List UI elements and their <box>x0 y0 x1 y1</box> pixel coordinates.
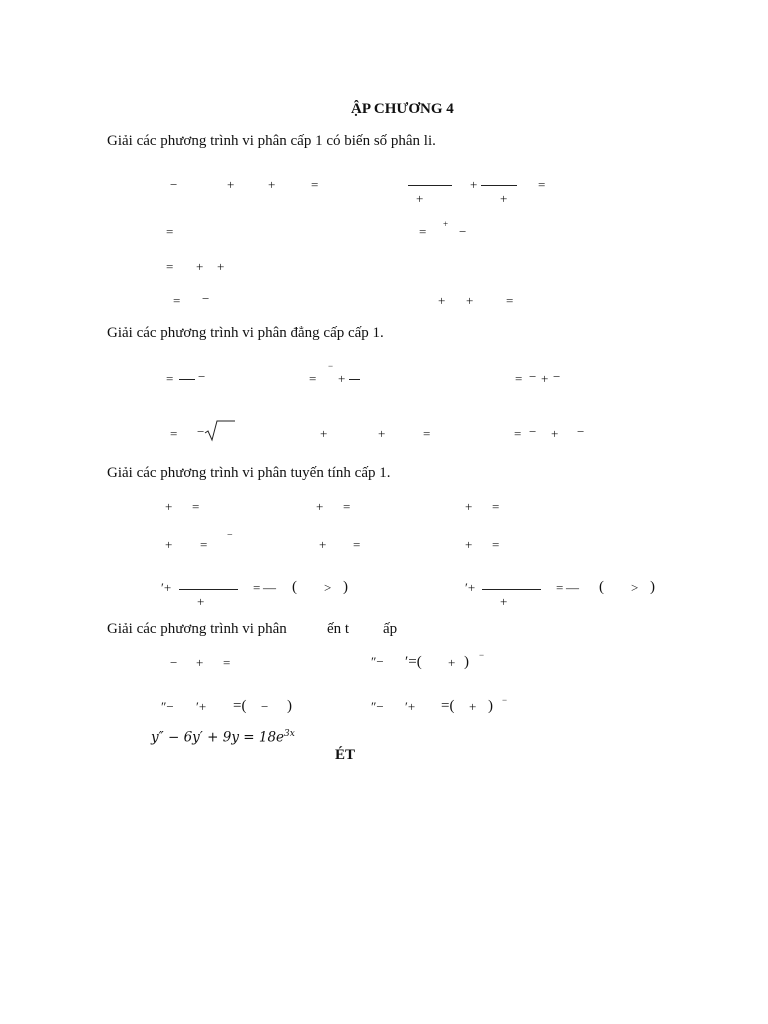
section-heading-fragment: ấp <box>383 621 398 637</box>
section-heading-higher-order: Giải các phương trình vi phân <box>107 621 291 637</box>
math-symbol: − <box>261 699 269 714</box>
equation-last <box>151 730 295 745</box>
math-symbol: + <box>500 594 508 609</box>
math-symbol: + <box>470 177 478 192</box>
math-symbol: − <box>198 369 206 384</box>
math-symbol: = <box>166 371 174 386</box>
math-symbol: − <box>577 424 585 439</box>
math-symbol: + <box>165 499 173 514</box>
math-symbol: − <box>529 424 537 439</box>
math-symbol: ) <box>488 698 493 714</box>
math-symbol: − <box>459 224 467 239</box>
math-symbol: =( <box>441 698 455 714</box>
math-symbol: ′=( <box>405 654 422 670</box>
footer-text: ÉT <box>335 747 356 763</box>
math-symbol: = <box>309 371 317 386</box>
math-symbol: ) <box>343 579 348 595</box>
math-symbol: = <box>538 177 546 192</box>
math-symbol: + <box>469 699 477 714</box>
math-symbol: + <box>196 259 204 274</box>
math-symbol: − <box>479 650 485 660</box>
math-symbol: − <box>328 361 334 371</box>
math-symbol: + <box>319 537 327 552</box>
math-symbol: − <box>170 655 178 670</box>
math-symbol: ( <box>599 579 604 595</box>
math-symbol: ′+ <box>465 580 476 595</box>
math-symbol: ″− <box>371 654 384 669</box>
section-heading-separable: Giải các phương trình vi phân cấp 1 có biến số phân li. <box>107 133 436 149</box>
math-symbol: = <box>514 426 522 441</box>
equation-exponent: 3x <box>284 729 295 739</box>
section-heading-homogeneous: Giải các phương trình vi phân đẳng cấp cấp 1. <box>107 325 384 341</box>
math-symbol: + <box>416 191 424 206</box>
math-symbol: ′+ <box>161 580 172 595</box>
math-symbol: = <box>253 580 261 595</box>
math-symbol: > <box>631 580 639 595</box>
math-symbol: = <box>200 537 208 552</box>
math-symbol: ) <box>287 698 292 714</box>
equation-text: y″ − 6y′ + 9y = 18e <box>151 729 285 746</box>
square-root-sign <box>204 420 236 442</box>
math-symbol: = <box>223 655 231 670</box>
math-symbol: − <box>502 695 508 705</box>
math-symbol: ″− <box>161 699 174 714</box>
math-symbol: =( <box>233 698 247 714</box>
math-symbol: + <box>466 293 474 308</box>
math-symbol: + <box>338 371 346 386</box>
math-symbol: − <box>202 291 210 306</box>
math-symbol: = <box>170 426 178 441</box>
math-symbol: + <box>443 219 449 229</box>
math-symbol: + <box>551 426 559 441</box>
math-symbol: ( <box>292 579 297 595</box>
math-symbol: + <box>378 426 386 441</box>
math-symbol: — <box>566 580 579 595</box>
math-symbol: + <box>500 191 508 206</box>
math-symbol: = <box>166 259 174 274</box>
math-symbol: − <box>197 424 205 439</box>
math-symbol: = <box>173 293 181 308</box>
math-symbol: = <box>492 499 500 514</box>
math-symbol: + <box>165 537 173 552</box>
math-symbol: = <box>423 426 431 441</box>
math-symbol: + <box>197 594 205 609</box>
math-symbol: + <box>448 655 456 670</box>
math-symbol: = <box>506 293 514 308</box>
math-symbol: ′+ <box>196 699 207 714</box>
fraction-bar <box>179 589 238 590</box>
math-symbol: — <box>263 580 276 595</box>
math-symbol: + <box>320 426 328 441</box>
math-symbol: + <box>227 177 235 192</box>
math-symbol: − <box>170 177 178 192</box>
fraction-bar <box>408 185 452 186</box>
math-symbol: + <box>465 537 473 552</box>
math-symbol: + <box>217 259 225 274</box>
math-symbol: + <box>541 371 549 386</box>
math-symbol: = <box>166 224 174 239</box>
math-symbol: + <box>268 177 276 192</box>
math-symbol: − <box>553 369 561 384</box>
fraction-bar <box>349 379 360 380</box>
section-heading-fragment: ến t <box>327 621 350 637</box>
math-symbol: + <box>465 499 473 514</box>
math-symbol: = <box>556 580 564 595</box>
math-symbol: = <box>515 371 523 386</box>
math-symbol: ) <box>464 654 469 670</box>
math-symbol: = <box>311 177 319 192</box>
math-symbol: = <box>492 537 500 552</box>
fraction-bar <box>481 185 517 186</box>
math-symbol: ″− <box>371 699 384 714</box>
page-title: ẬP CHƯƠNG 4 <box>351 101 454 117</box>
fraction-bar <box>482 589 541 590</box>
section-heading-linear: Giải các phương trình vi phân tuyến tính cấp 1. <box>107 465 391 481</box>
fraction-bar <box>179 379 195 380</box>
math-symbol: + <box>438 293 446 308</box>
math-symbol: − <box>227 530 233 541</box>
math-symbol: > <box>324 580 332 595</box>
math-symbol: = <box>343 499 351 514</box>
math-symbol: ) <box>650 579 655 595</box>
math-symbol: = <box>353 537 361 552</box>
math-symbol: ′+ <box>405 699 416 714</box>
math-symbol: + <box>196 655 204 670</box>
math-symbol: = <box>419 224 427 239</box>
math-symbol: − <box>529 369 537 384</box>
math-symbol: = <box>192 499 200 514</box>
math-symbol: + <box>316 499 324 514</box>
